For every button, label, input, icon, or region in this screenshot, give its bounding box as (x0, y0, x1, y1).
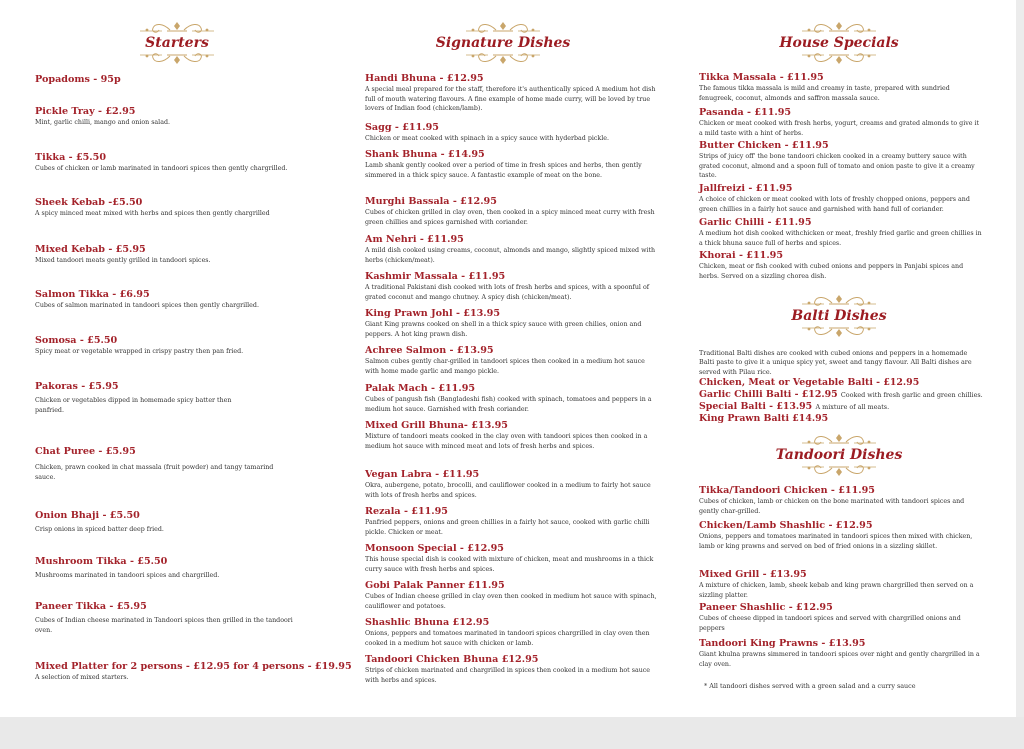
item-description: Strips of juicy off' the bone tandoori chicken cooked in a creamy buttery sauce with grated coconut, almond and a spoon full of tomato and onion paste to give it a creamy taste. (699, 153, 975, 180)
item-description: Salmon cubes gently char-grilled in tandoori spices then cooked in a medium hot sauce with home made garlic and mango pickle. (365, 358, 645, 375)
menu-item (699, 569, 984, 600)
menu-item (35, 381, 260, 416)
menu-item (35, 106, 340, 128)
menu-item (365, 580, 657, 611)
item-description: A special meal prepared for the staff, therefore it's authentically spiced A medium hot dish full of mouth watering flavours. A fine example of home made curry, will be loved by true lovers of Indian food (chicken/lamb). (365, 86, 656, 113)
menu-item (365, 617, 657, 648)
item-name: Vegan Labra - £11.95 (365, 469, 480, 480)
menu-item (699, 72, 984, 103)
flourish-ornament-icon (794, 432, 884, 446)
item-description: Cubes of chicken, lamb or chicken on the bone marinated with tandoori spices and gently char-grilled. (699, 498, 965, 515)
menu-item (365, 308, 657, 339)
item-name: Tikka/Tandoori Chicken - £11.95 (699, 485, 875, 496)
flourish-ornament-icon (132, 20, 222, 34)
menu-item (35, 446, 275, 483)
item-name: Pakoras - £5.95 (35, 381, 119, 392)
item-name: Sheek Kebab -£5.50 (35, 197, 143, 208)
item-description: Mixture of tandoori meats cooked in the clay oven with tandoori spices then cooked in a medium hot sauce with minced meat and lots of fresh herbs and spices. (365, 433, 648, 450)
item-name: Garlic Chilli - £11.95 (699, 217, 812, 228)
item-description: The famous tikka massala is mild and creamy in taste, prepared with sundried fenugreek, coconut, almonds and saffron massala sauce. (699, 85, 950, 102)
item-name: Khorai - £11.95 (699, 250, 784, 261)
balti-item (699, 377, 919, 388)
item-name: Am Nehri - £11.95 (365, 234, 464, 245)
menu-item (365, 122, 657, 144)
item-name: King Prawn Johl - £13.95 (365, 308, 501, 319)
item-description: This house special dish is cooked with mixture of chicken, meat and mushrooms in a thick curry sauce with fresh herbs and spices. (365, 556, 654, 573)
menu-item (35, 152, 340, 174)
item-name: Chicken, Meat or Vegetable Balti - £12.95 (699, 377, 920, 388)
menu-item (35, 74, 340, 86)
menu-item (699, 250, 984, 281)
item-description: Giant King prawns cooked on shell in a thick spicy sauce with green chilies, onion and peppers. A hot king prawn dish. (365, 321, 642, 338)
menu-item (35, 510, 340, 535)
item-description: Chicken or meat cooked with fresh herbs, yogurt, creams and grated almonds to give it a mild taste with a hint of herbs. (699, 120, 980, 137)
menu-item (35, 197, 340, 219)
item-name: Paneer Shashlic - £12.95 (699, 602, 833, 613)
menu-item (365, 469, 657, 500)
menu-item (699, 602, 984, 633)
item-name: Paneer Tikka - £5.95 (35, 601, 147, 612)
item-name: Jallfreizi - £11.95 (699, 183, 793, 194)
menu-item (35, 601, 300, 636)
starters-heading (127, 20, 227, 66)
item-description: Okra, aubergene, potato, brocolli, and cauliflower cooked in a medium to fairly hot sauce with lots of fresh herbs and spices. (365, 482, 651, 499)
item-description: Chicken or meat cooked with spinach in a spicy sauce with hyderbad pickle. (365, 135, 609, 142)
section-title: House Specials (779, 35, 899, 51)
menu-item (365, 196, 657, 227)
item-description: Cubes of pangush fish (Bangladeshi fish) cooked with spinach, tomatoes and peppers in a medium hot sauce. Garnished with fresh coriander. (365, 396, 652, 413)
menu-item (365, 420, 657, 451)
item-description: Crisp onions in spiced batter deep fried. (35, 526, 164, 533)
item-description: Mushrooms marinated in tandoori spices and chargrilled. (35, 572, 220, 579)
item-name: Pasanda - £11.95 (699, 107, 792, 118)
item-name: Palak Mach - £11.95 (365, 383, 476, 394)
item-description: Strips of chicken marinated and chargrilled in spices then cooked in a medium hot sauce with herbs and spices. (365, 667, 651, 684)
menu-item (365, 506, 657, 537)
balti-intro: Traditional Balti dishes are cooked with cubed onions and peppers in a homemade Balti paste to give it a unique spicy yet, sweet and tangy flavour. All Balti dishes are served with Pilau rice. (699, 349, 972, 376)
item-name: Chat Puree - £5.95 (35, 446, 136, 457)
section-title: Signature Dishes (435, 35, 571, 51)
item-name: Murghi Bassala - £12.95 (365, 196, 497, 207)
item-note: Cooked with fresh garlic and green chillies. (840, 391, 983, 399)
balti-item (699, 413, 828, 424)
menu-item (699, 217, 984, 248)
flourish-ornament-icon (458, 20, 548, 34)
item-name: Kashmir Massala - £11.95 (365, 271, 506, 282)
item-name: Rezala - £11.95 (365, 506, 448, 517)
item-name: Popadoms - 95p (35, 74, 121, 85)
item-description: A mixture of chicken, lamb, sheek kebab and king prawn chargrilled then served on a sizzling platter. (699, 582, 974, 599)
item-name: Mushroom Tikka - £5.50 (35, 556, 168, 567)
flourish-ornament-icon (794, 52, 884, 66)
item-name: Gobi Palak Panner £11.95 (365, 580, 505, 591)
flourish-ornament-icon (458, 52, 548, 66)
item-name: Mixed Platter for 2 persons - £12.95 for 4 persons - £19.95 (35, 661, 352, 672)
page-bottom-margin (0, 717, 1024, 749)
item-description: Cubes of chicken or lamb marinated in tandoori spices then gently chargrilled. (35, 165, 288, 172)
menu-item (35, 556, 340, 581)
balti-item (699, 389, 983, 401)
item-description: Spicy meat or vegetable wrapped in crispy pastry then pan fried. (35, 348, 244, 355)
item-description: Mint, garlic chilli, mango and onion salad. (35, 119, 170, 126)
item-description: A medium hot dish cooked withchicken or meat, freshly fried garlic and green chillies in a thick bhuna sauce full of herbs and spices. (699, 230, 982, 247)
item-description: A selection of mixed starters. (35, 674, 129, 681)
item-name: Shashlic Bhuna £12.95 (365, 617, 490, 628)
item-name: Butter Chicken - £11.95 (699, 140, 829, 151)
menu-item (699, 520, 984, 551)
section-title: Starters (145, 35, 209, 51)
tandoori-heading (774, 432, 904, 478)
menu-item (699, 485, 984, 516)
menu-item (365, 149, 657, 180)
menu-item (699, 140, 984, 181)
menu-item (365, 271, 657, 302)
item-description: Onions, peppers and tomatoes marinated in tandoori spices chargrilled in clay oven then cooked in a medium hot sauce with chicken or lamb. (365, 630, 650, 647)
item-description: Panfried peppers, onions and green chillies in a fairly hot sauce, cooked with garlic chilli pickle. Chicken or meat. (365, 519, 650, 536)
item-description: Cubes of cheese dipped in tandoori spices and served with chargrilled onions and peppers (699, 615, 961, 632)
item-description: Chicken, prawn cooked in chat massala (fruit powder) and tangy tamarind sauce. (35, 464, 274, 481)
item-description: A traditional Pakistani dish cooked with lots of fresh herbs and spices, with a spoonful of grated coconut and mango chutney. A spicy dish (chicken/meat). (365, 284, 650, 301)
item-name: Mixed Grill Bhuna- £13.95 (365, 420, 508, 431)
item-description: A spicy minced meat mixed with herbs and spices then gently chargrilled (35, 210, 270, 217)
menu-item (365, 345, 657, 376)
menu-item (365, 383, 657, 414)
item-name: Pickle Tray - £2.95 (35, 106, 136, 117)
balti-item (699, 401, 889, 413)
menu-item (365, 73, 657, 114)
section-title: Balti Dishes (791, 308, 887, 324)
item-description: Cubes of Indian cheese grilled in clay oven then cooked in medium hot sauce with spinach, cauliflower and potatoes. (365, 593, 657, 610)
item-name: Somosa - £5.50 (35, 335, 118, 346)
item-description: Lamb shank gently cooked over a period of time in fresh spices and herbs, then gently simmered in a thick spicy sauce. A fantastic example of meat on the bone. (365, 162, 642, 179)
flourish-ornament-icon (794, 325, 884, 339)
item-name: Handi Bhuna - £12.95 (365, 73, 484, 84)
item-note: A mixture of all meats. (815, 403, 890, 411)
menu-item (699, 638, 984, 669)
item-name: Salmon Tikka - £6.95 (35, 289, 150, 300)
item-description: Cubes of salmon marinated in tandoori spices then gently chargrilled. (35, 302, 259, 309)
item-name: Achree Salmon - £13.95 (365, 345, 494, 356)
item-description: Cubes of Indian cheese marinated in Tandoori spices then grilled in the tandoori oven. (35, 617, 293, 634)
tandoori-footnote: * All tandoori dishes served with a green salad and a curry sauce (704, 682, 916, 690)
item-name: King Prawn Balti £14.95 (699, 413, 829, 424)
item-name: Mixed Grill - £13.95 (699, 569, 807, 580)
menu-item (35, 289, 340, 311)
item-name: Tikka Massala - £11.95 (699, 72, 824, 83)
item-name: Shank Bhuna - £14.95 (365, 149, 485, 160)
item-name: Tikka - £5.50 (35, 152, 106, 163)
signature-heading (433, 20, 573, 66)
menu-item (699, 107, 984, 138)
item-description: Chicken, meat or fish cooked with cubed onions and peppers in Panjabi spices and herbs. Served on a sizzling chorea dish. (699, 263, 964, 280)
section-title: Tandoori Dishes (775, 447, 903, 463)
item-description: Onions, peppers and tomatoes marinated in tandoori spices then mixed with chicken, lamb or king prawns and served on bed of fried onions in a sizzling skillet. (699, 533, 973, 550)
item-name: Mixed Kebab - £5.95 (35, 244, 146, 255)
flourish-ornament-icon (794, 293, 884, 307)
menu-item (365, 654, 657, 685)
menu-item (35, 244, 340, 266)
item-name: Sagg - £11.95 (365, 122, 439, 133)
item-description: Cubes of chicken grilled in clay oven, then cooked in a spicy minced meat curry with fresh green chillies and spices garnished with coriander. (365, 209, 655, 226)
house-specials-heading (779, 20, 899, 66)
item-name: Garlic Chilli Balti - £12.95 (699, 389, 838, 400)
item-description: Giant khulna prawns simmered in tandoori spices over night and gently chargrilled in a clay oven. (699, 651, 980, 668)
menu-item (699, 183, 984, 214)
item-description: Chicken or vegetables dipped in homemade spicy batter then panfried. (35, 397, 232, 414)
item-name: Tandoori King Prawns - £13.95 (699, 638, 866, 649)
item-name: Special Balti - £13.95 (699, 401, 813, 412)
item-description: A mild dish cooked using creams, coconut, almonds and mango, slightly spiced mixed with herbs (chicken/meat). (365, 247, 656, 264)
item-description: A choice of chicken or meat cooked with lots of freshly chopped onions, peppers and green chillies in a fairly hot sauce and garnished with hand full of coriander. (699, 196, 970, 213)
item-name: Chicken/Lamb Shashlic - £12.95 (699, 520, 873, 531)
flourish-ornament-icon (794, 464, 884, 478)
item-name: Onion Bhaji - £5.50 (35, 510, 140, 521)
flourish-ornament-icon (794, 20, 884, 34)
item-name: Tandoori Chicken Bhuna £12.95 (365, 654, 539, 665)
menu-item (365, 234, 657, 265)
menu-item (35, 661, 352, 683)
menu-item (365, 543, 657, 574)
balti-heading (784, 293, 894, 339)
flourish-ornament-icon (132, 52, 222, 66)
menu-item (35, 335, 340, 357)
item-name: Monsoon Special - £12.95 (365, 543, 504, 554)
item-description: Mixed tandoori meats gently grilled in tandoori spices. (35, 257, 211, 264)
